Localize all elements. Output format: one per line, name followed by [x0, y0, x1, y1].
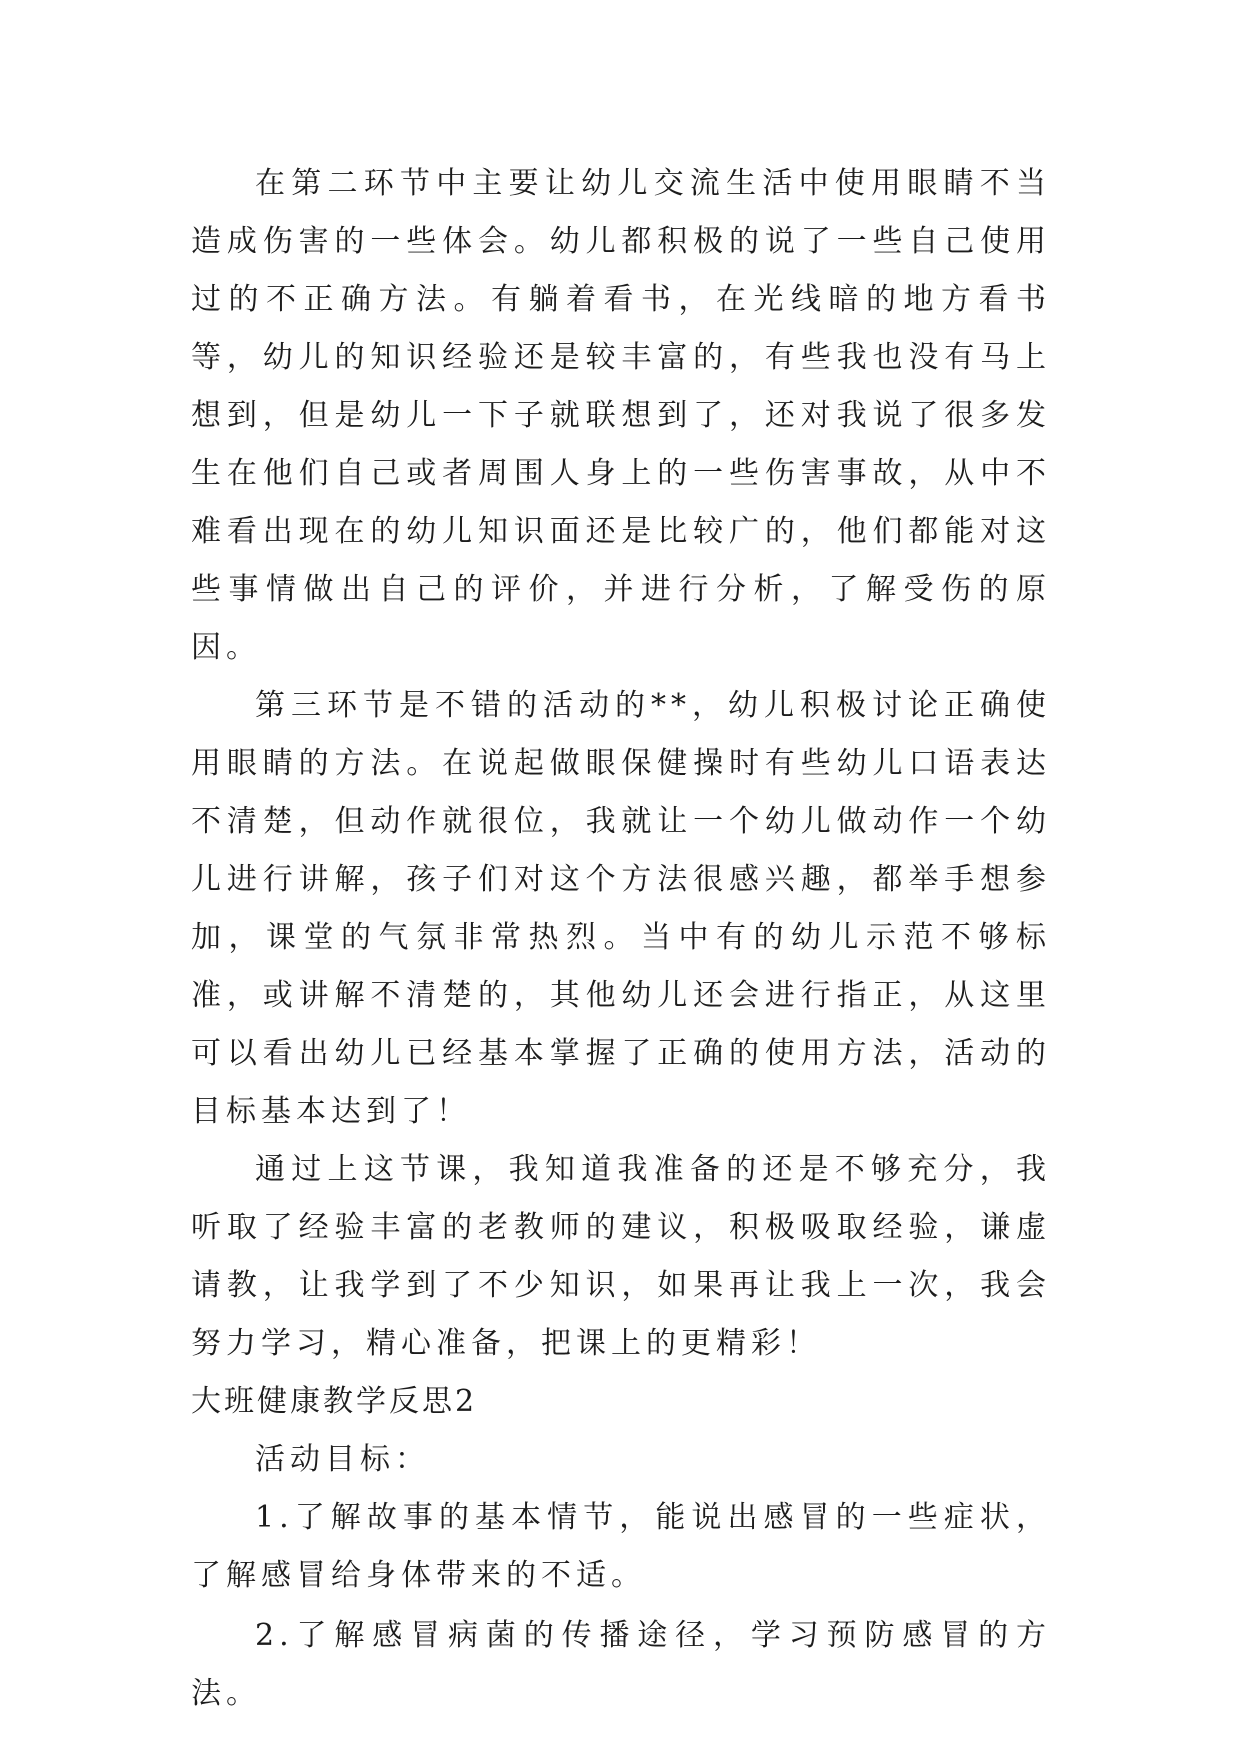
- goal-item-2: 2.了解感冒病菌的传播途径，学习预防感冒的方法。: [191, 1618, 1051, 1711]
- paragraph-eye-safety-discussion: 在第二环节中主要让幼儿交流生活中使用眼睛不当造成伤害的一些体会。幼儿都积极的说了一些自己使用过的不正确方法。有躺着看书，在光线暗的地方看书等，幼儿的知识经验还是较丰富的，有些我也没有马上想到，但是幼儿一下子就联想到了，还对我说了很多发生在他们自己或者周围人身上的一些伤害事故，从中不难看出现在的幼儿知识面还是比较广的，他们都能对这些事情做出自己的评价，并进行分析，了解受伤的原因。: [191, 166, 1051, 665]
- paragraph-third-stage: 第三环节是不错的活动的**，幼儿积极讨论正确使用眼睛的方法。在说起做眼保健操时有些幼儿口语表达不清楚，但动作就很位，我就让一个幼儿做动作一个幼儿进行讲解，孩子们对这个方法很感兴趣，都举手想参加，课堂的气氛非常热烈。当中有的幼儿示范不够标准，或讲解不清楚的，其他幼儿还会进行指正，从这里可以看出幼儿已经基本掌握了正确的使用方法，活动的目标基本达到了！: [191, 688, 1051, 1129]
- paragraph-reflection: 通过上这节课，我知道我准备的还是不够充分，我听取了经验丰富的老教师的建议，积极吸取经验，谦虚请教，让我学到了不少知识，如果再让我上一次，我会努力学习，精心准备，把课上的更精彩！: [191, 1152, 1051, 1361]
- section-heading: 大班健康教学反思2: [191, 1384, 478, 1419]
- document-body: [191, 155, 1051, 1723]
- goals-label: 活动目标：: [255, 1442, 430, 1477]
- goal-item-1: 1.了解故事的基本情节，能说出感冒的一些症状，了解感冒给身体带来的不适。: [191, 1500, 1051, 1593]
